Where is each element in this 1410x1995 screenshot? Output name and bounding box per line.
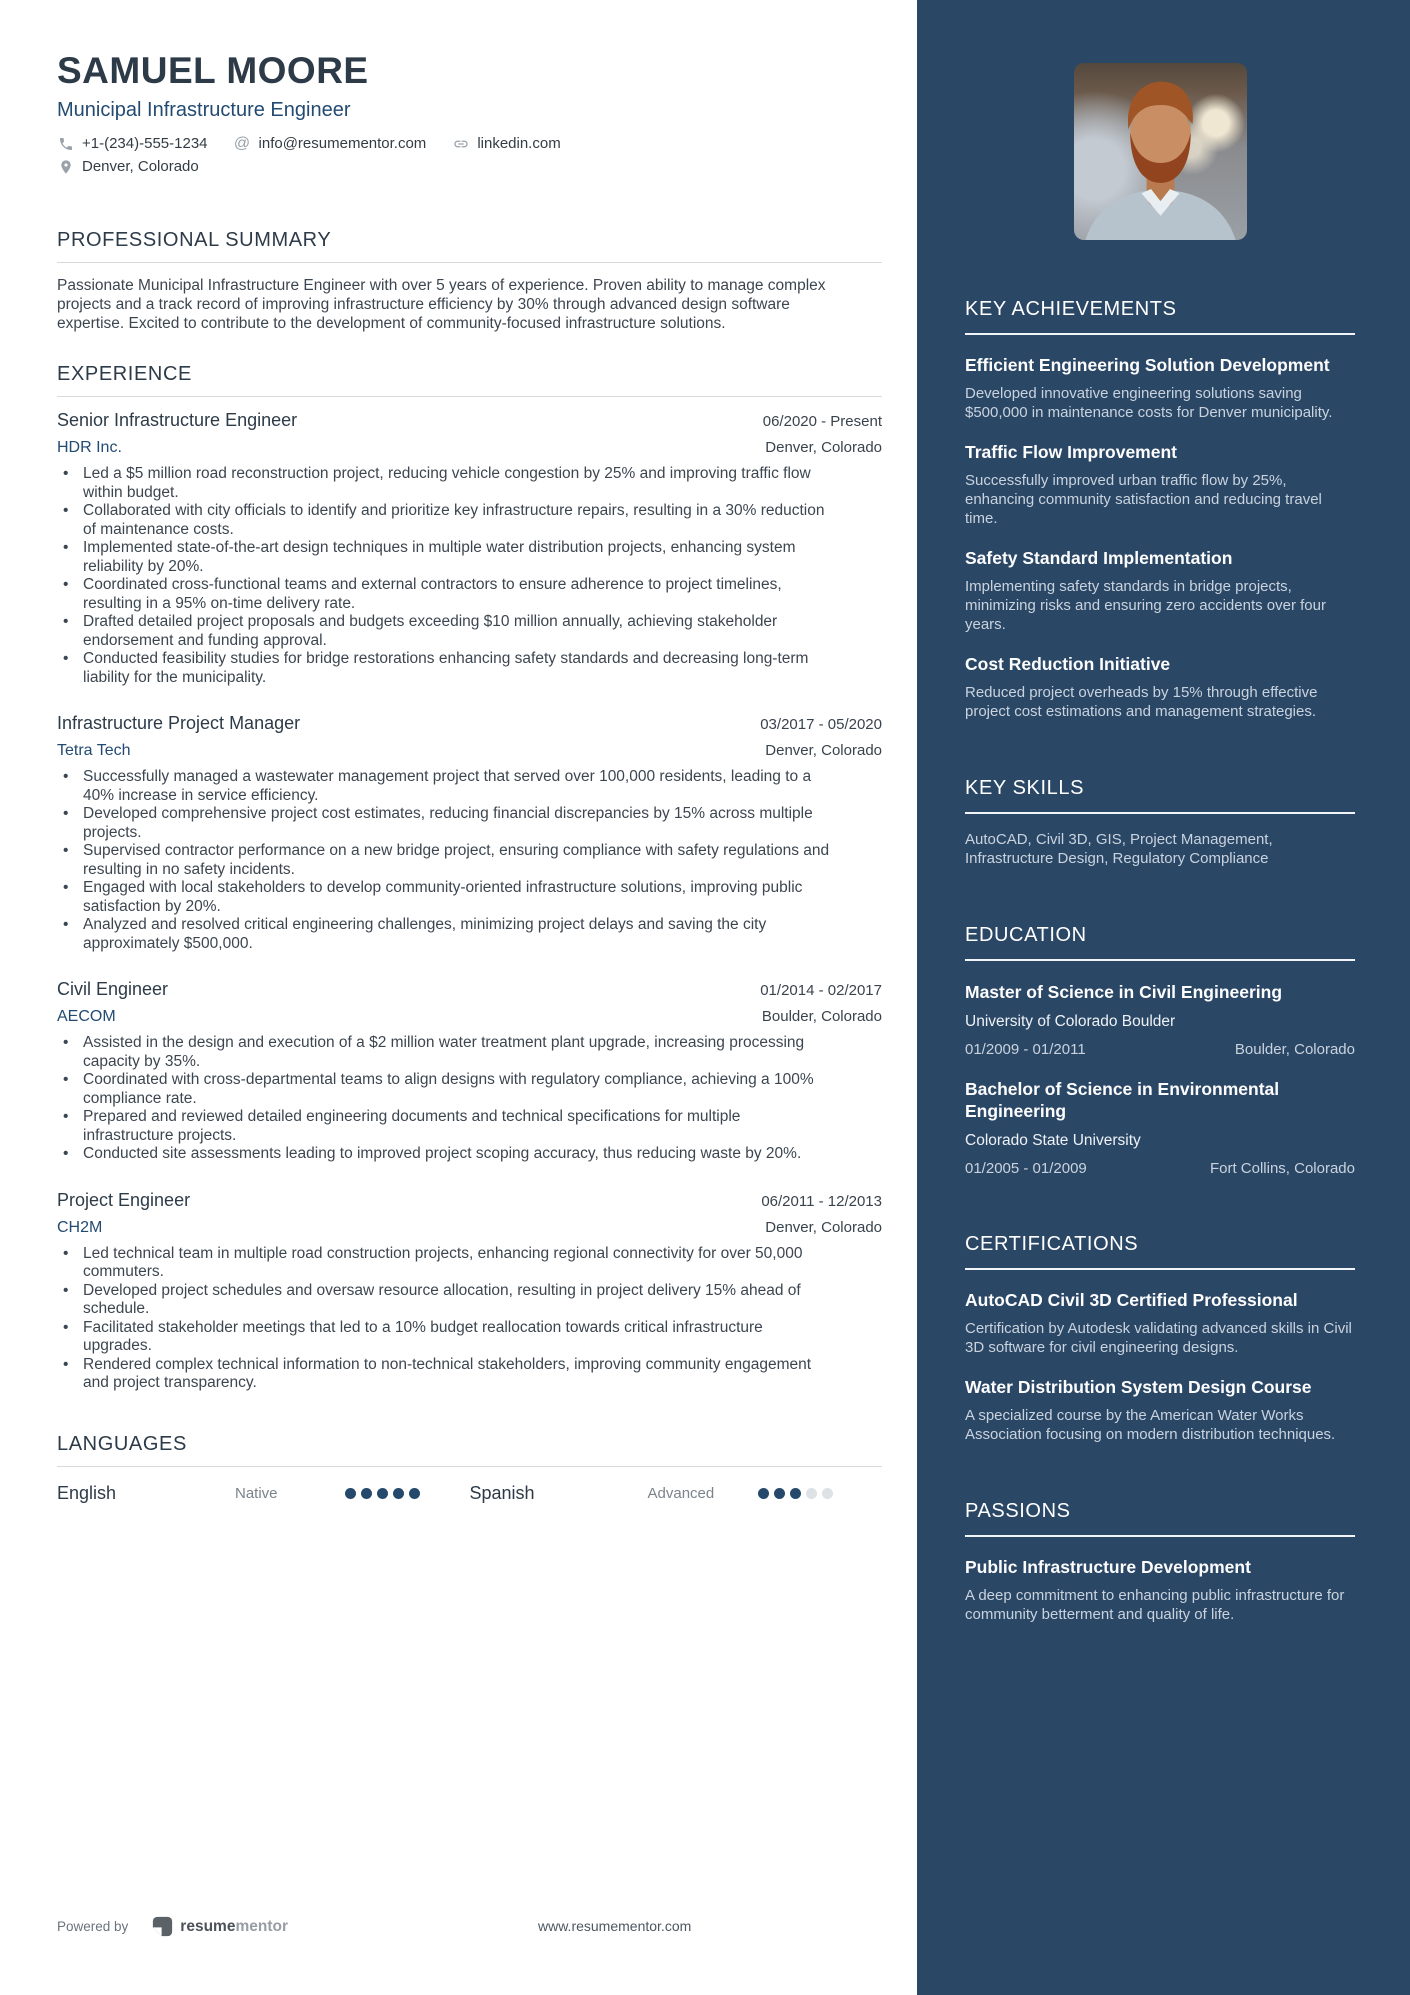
sidebar (917, 0, 1410, 1995)
certification-text: A specialized course by the American Water Works Association focusing on modern distribution techniques. (965, 1407, 1336, 1443)
bullet: • Analyzed and resolved critical engineering challenges, minimizing project delays and saving the city approximately $500,000. (57, 916, 832, 953)
email-item[interactable] (234, 135, 427, 152)
language-level: Advanced (647, 1484, 715, 1502)
experience-entry (57, 979, 882, 1164)
section-key-skills (965, 777, 1355, 868)
footer-powered-by (57, 1916, 288, 1937)
bullet: • Collaborated with city officials to identify and prioritize key infrastructure repairs, resulting in a 30% reduction of maintenance costs. (57, 502, 832, 539)
achievements-heading: KEY ACHIEVEMENTS (965, 298, 1355, 335)
powered-by-label: Powered by (57, 1919, 129, 1934)
proficiency-dot-filled (393, 1488, 404, 1499)
proficiency-dot-filled (409, 1488, 420, 1499)
passions-heading: PASSIONS (965, 1500, 1355, 1537)
link-icon (452, 135, 469, 152)
certification-entry (965, 1289, 1355, 1357)
bullet: • Coordinated cross-functional teams and external contractors to ensure adherence to project timelines, resulting in a 95% on-time delivery rate. (57, 576, 832, 613)
achievement-entry (965, 547, 1355, 634)
education-school: Colorado State University (965, 1132, 1141, 1149)
bullet: • Led a $5 million road reconstruction project, reducing vehicle congestion by 25% and improving traffic flow within budget. (57, 465, 832, 502)
profile-photo (1074, 63, 1247, 240)
proficiency-dot-filled (345, 1488, 356, 1499)
skills-heading: KEY SKILLS (965, 777, 1355, 814)
language-entry (57, 1483, 470, 1504)
achievement-text: Implementing safety standards in bridge projects, minimizing risks and ensuring zero accidents over four years. (965, 578, 1326, 633)
phone-item (57, 135, 208, 152)
achievement-text: Reduced project overheads by 15% through effective project cost estimations and management strategies. (965, 684, 1318, 720)
proficiency-dot-filled (361, 1488, 372, 1499)
certification-title: Water Distribution System Design Course (965, 1377, 1312, 1397)
linkedin-item[interactable] (452, 135, 560, 152)
experience-entry (57, 713, 882, 953)
bullet: • Successfully managed a wastewater management project that served over 100,000 residents, leading to a 40% increase in service efficiency. (57, 768, 832, 805)
job-bullets (57, 465, 832, 687)
certification-title: AutoCAD Civil 3D Certified Professional (965, 1290, 1298, 1310)
section-certifications (965, 1233, 1355, 1444)
skills-text: AutoCAD, Civil 3D, GIS, Project Management, Infrastructure Design, Regulatory Compliance (965, 831, 1273, 867)
job-bullets (57, 1245, 832, 1393)
brand-mentor: mentor (235, 1917, 288, 1935)
proficiency-dot-filled (774, 1488, 785, 1499)
bullet: • Conducted feasibility studies for bridge restorations enhancing safety standards and decreasing long-term liability for the municipality. (57, 650, 832, 687)
section-languages (57, 1433, 882, 1504)
job-company: Tetra Tech (57, 742, 131, 759)
job-location: Denver, Colorado (765, 439, 882, 456)
email-at-icon: @ (233, 134, 251, 152)
job-bullets (57, 768, 832, 953)
job-location: Denver, Colorado (765, 742, 882, 759)
experience-heading: EXPERIENCE (57, 363, 882, 397)
bullet: • Rendered complex technical information to non-technical stakeholders, improving community engagement and project transparency. (57, 1356, 832, 1393)
email-address[interactable]: info@resumementor.com (258, 135, 427, 152)
achievement-entry (965, 354, 1355, 422)
header (57, 50, 882, 175)
job-bullets (57, 1034, 832, 1164)
job-location: Denver, Colorado (765, 1218, 882, 1236)
experience-entry (57, 410, 882, 687)
education-dates: 01/2005 - 01/2009 (965, 1160, 1087, 1177)
summary-heading: PROFESSIONAL SUMMARY (57, 229, 882, 263)
bullet: • Engaged with local stakeholders to develop community-oriented infrastructure solutions, improving public satisfaction by 20%. (57, 879, 832, 916)
language-entry (470, 1483, 883, 1504)
bullet: • Coordinated with cross-departmental teams to align designs with regulatory compliance, achieving a 100% compliance rate. (57, 1071, 832, 1108)
job-dates: 01/2014 - 02/2017 (760, 982, 882, 999)
bullet: • Supervised contractor performance on a new bridge project, ensuring compliance with safety regulations and resulting in no safety incidents. (57, 842, 832, 879)
education-entry (965, 1078, 1355, 1177)
location-item (57, 158, 199, 175)
job-title: Civil Engineer (57, 979, 169, 999)
candidate-name: SAMUEL MOORE (57, 50, 369, 91)
education-dates: 01/2009 - 01/2011 (965, 1041, 1086, 1058)
section-passions (965, 1500, 1355, 1624)
linkedin-url[interactable]: linkedin.com (477, 135, 561, 152)
proficiency-dot-empty (806, 1488, 817, 1499)
passion-text: A deep commitment to enhancing public infrastructure for community betterment and quality of life. (965, 1587, 1345, 1623)
languages-heading: LANGUAGES (57, 1433, 882, 1467)
certification-text: Certification by Autodesk validating advanced skills in Civil 3D software for civil engineering designs. (965, 1320, 1352, 1356)
job-title: Project Engineer (57, 1189, 191, 1210)
job-title: Infrastructure Project Manager (57, 713, 301, 733)
language-proficiency-dots (758, 1488, 833, 1499)
bullet: • Developed project schedules and oversaw resource allocation, resulting in project delivery 15% ahead of schedule. (57, 1282, 832, 1319)
section-education (965, 924, 1355, 1177)
bullet: • Implemented state-of-the-art design techniques in multiple water distribution projects, enhancing system reliability by 20%. (57, 539, 832, 576)
experience-entry (57, 1190, 882, 1393)
job-company: CH2M (57, 1218, 103, 1236)
education-entry (965, 981, 1355, 1058)
certifications-heading: CERTIFICATIONS (965, 1233, 1355, 1270)
phone-number: +1-(234)-555-1234 (82, 135, 208, 152)
achievement-title: Safety Standard Implementation (965, 548, 1233, 568)
footer-website[interactable]: www.resumementor.com (538, 1918, 692, 1934)
passion-title: Public Infrastructure Development (965, 1557, 1251, 1577)
proficiency-dot-filled (790, 1488, 801, 1499)
contact-info (57, 135, 882, 175)
achievement-entry (965, 441, 1355, 528)
achievement-entry (965, 653, 1355, 721)
language-name: Spanish (469, 1482, 535, 1503)
education-heading: EDUCATION (965, 924, 1355, 961)
proficiency-dot-filled (758, 1488, 769, 1499)
achievement-title: Traffic Flow Improvement (965, 442, 1177, 462)
education-location: Fort Collins, Colorado (1209, 1160, 1355, 1177)
bullet: • Drafted detailed project proposals and budgets exceeding $10 million annually, achieving stakeholder endorsement and funding approval. (57, 613, 832, 650)
job-dates: 03/2017 - 05/2020 (760, 716, 882, 733)
certification-entry (965, 1376, 1355, 1444)
achievement-text: Successfully improved urban traffic flow by 25%, enhancing community satisfaction and reducing travel time. (965, 472, 1322, 527)
education-location: Boulder, Colorado (1234, 1041, 1355, 1058)
achievement-text: Developed innovative engineering solutions saving $500,000 in maintenance costs for Denver municipality. (965, 385, 1333, 421)
education-degree: Bachelor of Science in Environmental Engineering (965, 1079, 1280, 1121)
resumementor-logo[interactable] (152, 1916, 288, 1937)
language-level: Native (235, 1484, 278, 1502)
proficiency-dot-empty (822, 1488, 833, 1499)
job-company: HDR Inc. (57, 439, 122, 456)
job-title: Senior Infrastructure Engineer (57, 410, 298, 430)
education-school: University of Colorado Boulder (965, 1013, 1176, 1030)
job-location: Boulder, Colorado (761, 1008, 882, 1025)
job-dates: 06/2011 - 12/2013 (761, 1192, 882, 1210)
section-key-achievements (965, 298, 1355, 721)
section-experience (57, 363, 882, 1393)
summary-text: Passionate Municipal Infrastructure Engineer with over 5 years of experience. Proven ability to manage complex projects and a track record of improving infrastructure efficiency by 30% through advanced design software expertise. Excited to contribute to the development of community-focused infrastructure solutions. (57, 277, 826, 332)
bullet: • Led technical team in multiple road construction projects, enhancing regional connectivity for over 50,000 commuters. (57, 1245, 832, 1282)
job-company: AECOM (57, 1008, 116, 1025)
location-pin-icon (57, 158, 74, 175)
bullet: • Prepared and reviewed detailed engineering documents and technical specifications for multiple infrastructure projects. (57, 1108, 832, 1145)
language-name: English (57, 1482, 117, 1503)
section-professional-summary (57, 229, 882, 333)
achievement-title: Efficient Engineering Solution Development (965, 355, 1330, 375)
achievement-title: Cost Reduction Initiative (965, 654, 1171, 674)
brand-resume: resume (180, 1917, 236, 1935)
candidate-title: Municipal Infrastructure Engineer (57, 99, 351, 121)
education-degree: Master of Science in Civil Engineering (965, 982, 1283, 1002)
bullet: • Developed comprehensive project cost estimates, reducing financial discrepancies by 15% across multiple projects. (57, 805, 832, 842)
bullet: • Assisted in the design and execution of a $2 million water treatment plant upgrade, increasing processing capacity by 35%. (57, 1034, 832, 1071)
job-dates: 06/2020 - Present (762, 413, 882, 430)
bullet: • Facilitated stakeholder meetings that led to a 10% budget reallocation towards critical infrastructure upgrades. (57, 1319, 832, 1356)
resumementor-logo-icon (152, 1916, 173, 1937)
location-text: Denver, Colorado (82, 158, 199, 175)
passion-entry (965, 1556, 1355, 1624)
language-proficiency-dots (345, 1488, 420, 1499)
phone-icon (57, 135, 74, 152)
profile-photo-person (1074, 63, 1247, 240)
bullet: • Conducted site assessments leading to improved project scoping accuracy, thus reducing waste by 20%. (57, 1145, 832, 1164)
proficiency-dot-filled (377, 1488, 388, 1499)
